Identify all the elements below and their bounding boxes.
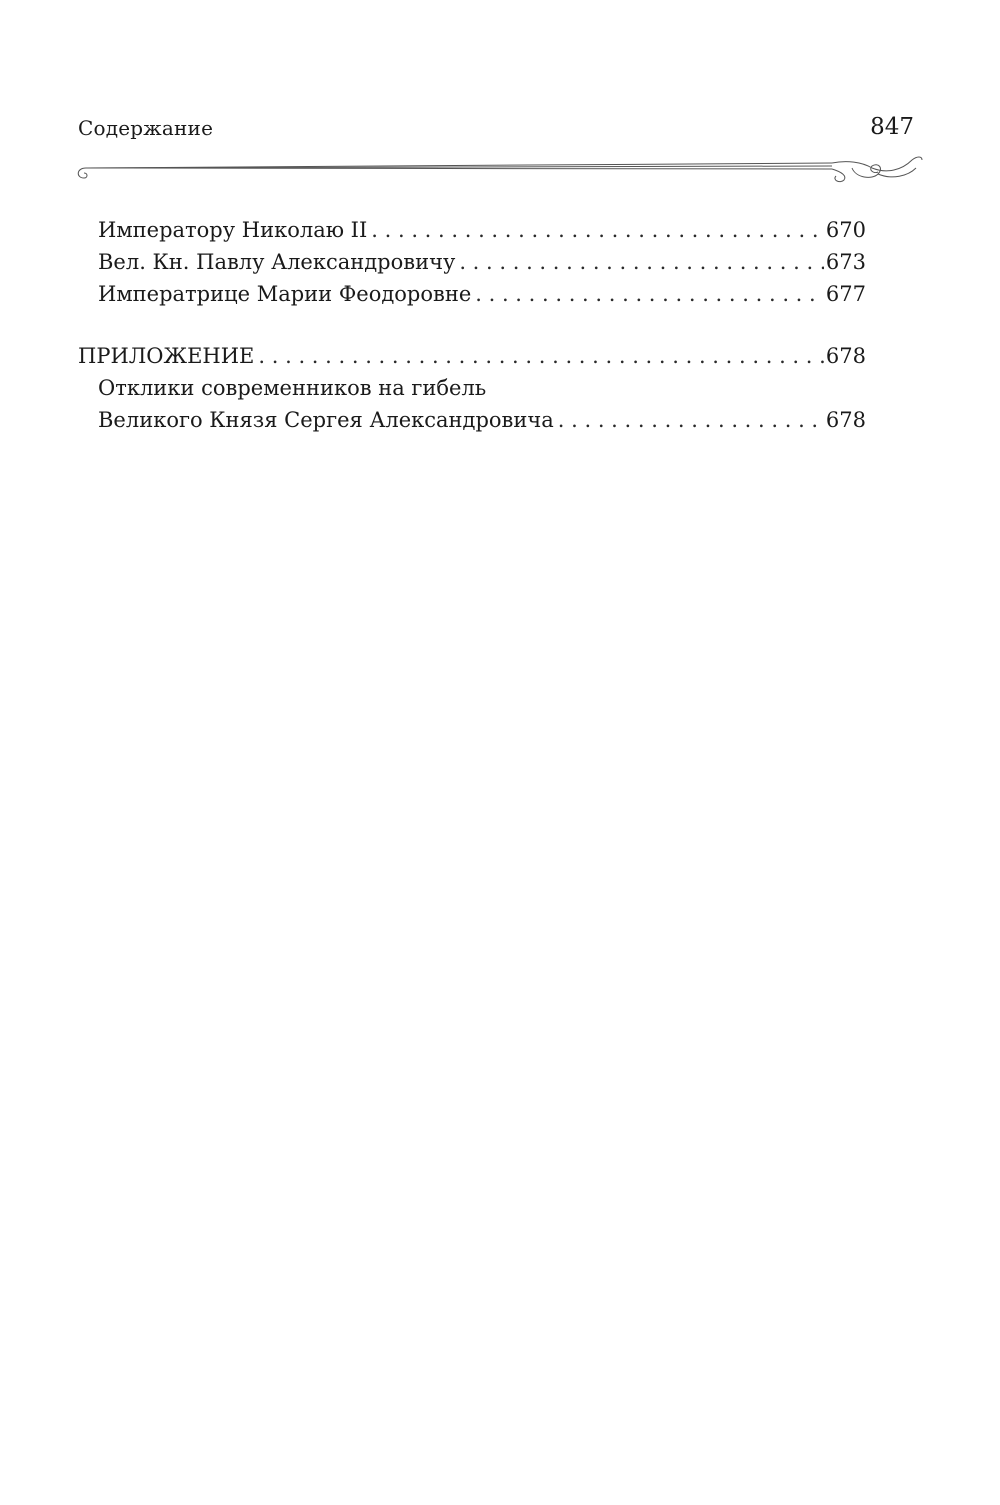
ornamental-rule (72, 150, 924, 190)
toc-entry-page: 677 (825, 282, 866, 306)
toc-section-title: ПРИЛОЖЕНИЕ (78, 344, 255, 368)
toc-entry-title: Вел. Кн. Павлу Александровичу (98, 250, 456, 274)
toc-entry-page: 670 (825, 218, 866, 242)
toc-entry-title-line1: Отклики современников на гибель (98, 376, 487, 400)
toc-entry-page: 673 (825, 250, 866, 274)
toc-section-page: 678 (825, 344, 866, 368)
toc-entry[interactable] (78, 214, 866, 246)
toc-entry-title: Императору Николаю II (98, 218, 368, 242)
running-title: Содержание (78, 116, 214, 140)
toc-leader-dots (459, 246, 824, 278)
toc-section-appendix[interactable] (78, 340, 866, 372)
toc-entry-title-line2: Великого Князя Сергея Александровича (98, 408, 554, 432)
toc-leader-dots (258, 340, 824, 372)
section-gap (78, 310, 866, 340)
toc-entry[interactable] (78, 404, 866, 436)
toc-leader-dots (371, 214, 824, 246)
toc-entry-title: Императрице Марии Феодоровне (98, 282, 472, 306)
toc-entry[interactable] (78, 278, 866, 310)
toc-entry-page: 678 (825, 408, 866, 432)
page-number: 847 (870, 114, 914, 140)
toc-leader-dots (475, 278, 824, 310)
running-header (78, 112, 914, 152)
toc-leader-dots (558, 404, 824, 436)
table-of-contents (78, 214, 866, 436)
toc-entry[interactable] (78, 246, 866, 278)
